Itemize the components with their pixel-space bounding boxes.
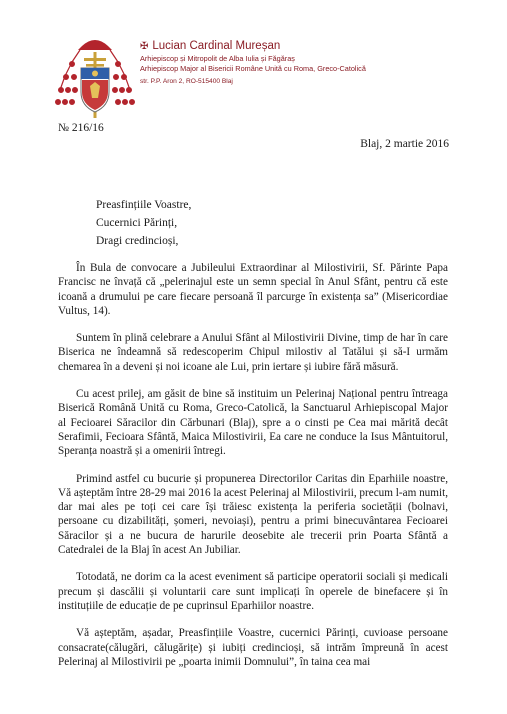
letterhead-name: ✠ Lucian Cardinal Mureșan	[140, 40, 281, 52]
letterhead-title-2: Arhiepiscop Major al Bisericii Române Unită cu Roma, Greco-Catolică	[140, 64, 366, 73]
letterhead	[140, 39, 500, 86]
letterhead-address: str. P.P. Aron 2, RO-515400 Blaj	[140, 78, 233, 85]
letter-date: Blaj, 2 martie 2016	[360, 138, 449, 150]
cross-icon: ✠	[140, 41, 149, 52]
body-paragraph: Suntem în plină celebrare a Anului Sfânt al Milostivirii Divine, timp de har în care Biserica ne îndeamnă să redescoperim Chipul milostiv al Tatălui și să-I urmăm chemarea în a deveni și noi icoane ale Lui, prin iertare și iubire fără măsură.	[58, 332, 448, 373]
salutation-line: Dragi credincioși,	[96, 235, 179, 247]
salutation-line: Cucernici Părinți,	[96, 217, 178, 229]
body-paragraph: În Bula de convocare a Jubileului Extraordinar al Milostivirii, Sf. Părinte Papa Francisc ne învață că „pelerinajul este un semn special în Anul Sfânt, pentru că este icoană a drumului pe care fiecare persoană îl parcurge în existența sa” (Misericordiae Vultus, 14).	[58, 262, 448, 317]
registration-number: № 216/16	[58, 122, 104, 134]
body-paragraph: Totodată, ne dorim ca la acest eveniment să participe operatorii sociali și medicali precum și dascălii și voluntarii care sunt implicați în operele de binefacere și în instituțiile de educație de pe cuprinsul Eparhiilor noastre.	[58, 571, 448, 612]
body-paragraph: Primind astfel cu bucurie și propunerea Directorilor Caritas din Eparhiile noastre, Vă așteptăm între 28-29 mai 2016 la acest Pelerinaj al Milostivirii, precum l-am numit, dar mai ales pe toți cei care își trăiesc existența la periferia societății (bolnavi, persoane cu dizabilități, șomeri, nevoiași), pentru a primi binecuvântarea Fecioarei Săracilor și a ne bucura de harurile deosebite ale trecerii prin Poarta Sfântă a Catedralei de la Blaj în acest An Jubiliar.	[58, 472, 448, 557]
letterhead-title-1: Arhiepiscop și Mitropolit de Alba Iulia și Făgăraș	[140, 54, 295, 63]
salutation-line: Preasfințiile Voastre,	[96, 199, 192, 211]
body-paragraph: Cu acest prilej, am găsit de bine să instituim un Pelerinaj Național pentru întreaga Biserică Română Unită cu Roma, Greco-Catolică, la Sanctuarul Arhiepiscopal Major al Fecioarei Săracilor din Cărbunari (Blaj), spre a o cinsti pe Cea mai mărită decât Serafimii, Fecioara Sfântă, Maica Milostivirii, Ea care ne conduce la Isus Mântuitorul, Speranța noastră și a omenirii întregi.	[58, 388, 448, 458]
body-paragraph: Vă așteptăm, așadar, Preasfințiile Voastre, cucernici Părinți, cuvioase persoane consacrate(călugări, călugărițe) și iubiți credincioși, să intrăm împreună în acest Pelerinaj al Milostivirii pe „poarta inimii Domnului”, în taina cea mai	[58, 627, 448, 668]
salutation	[96, 196, 191, 250]
letter-body	[58, 261, 448, 682]
coat-of-arms-icon	[52, 32, 138, 124]
